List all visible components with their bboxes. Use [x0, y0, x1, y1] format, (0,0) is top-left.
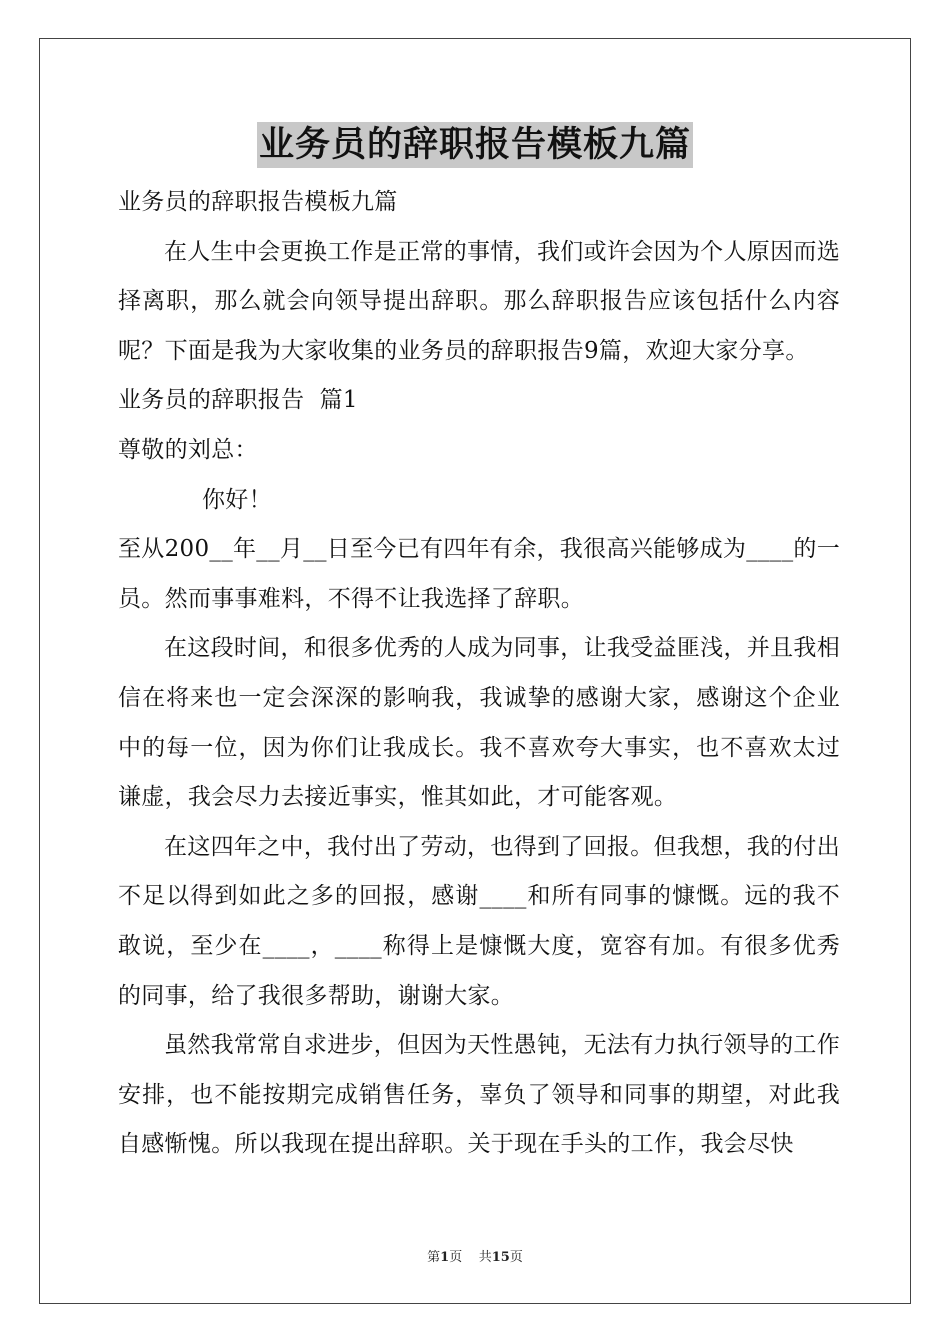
body-paragraph-1: 至从200__年__月__日至今已有四年有余，我很高兴能够成为____的一员。然而事事难料，不得不让我选择了辞职。 [118, 536, 840, 612]
total-pages: 15 [491, 1250, 510, 1265]
salutation: 尊敬的刘总： [118, 436, 258, 463]
total-label-prefix: 共 [478, 1250, 492, 1265]
document-title: 业务员的辞职报告模板九篇 [257, 122, 693, 168]
title-container [0, 122, 950, 168]
greeting: 你好！ [202, 486, 272, 513]
subtitle-paragraph: 业务员的辞职报告模板九篇 [118, 189, 398, 215]
section-heading: 业务员的辞职报告 篇1 [118, 387, 358, 414]
intro-paragraph: 在人生中会更换工作是正常的事情，我们或许会因为个人原因而选择离职，那么就会向领导提出辞职。那么辞职报告应该包括什么内容呢？下面是我为大家收集的业务员的辞职报告9篇，欢迎大家分享。 [118, 238, 840, 364]
total-label-suffix: 页 [509, 1250, 523, 1265]
document-body [118, 178, 840, 1170]
page-label-prefix: 第 [427, 1250, 441, 1265]
body-paragraph-4: 虽然我常常自求进步，但因为天性愚钝，无法有力执行领导的工作安排，也不能按期完成销售任务，辜负了领导和同事的期望，对此我自感惭愧。所以我现在提出辞职。关于现在手头的工作，我会尽快 [118, 1032, 840, 1158]
body-paragraph-3: 在这四年之中，我付出了劳动，也得到了回报。但我想，我的付出不足以得到如此之多的回报，感谢____和所有同事的慷慨。远的我不敢说，至少在____，____称得上是慷慨大度，宽容有加。有很多优秀的同事，给了我很多帮助，谢谢大家。 [118, 833, 840, 1009]
page-number: 1 [440, 1250, 450, 1265]
page-label-suffix: 页 [449, 1250, 463, 1265]
page-footer [0, 1246, 950, 1265]
body-paragraph-2: 在这段时间，和很多优秀的人成为同事，让我受益匪浅，并且我相信在将来也一定会深深的影响我，我诚挚的感谢大家，感谢这个企业中的每一位，因为你们让我成长。我不喜欢夸大事实，也不喜欢太过谦虚，我会尽力去接近事实，惟其如此，才可能客观。 [118, 635, 840, 811]
